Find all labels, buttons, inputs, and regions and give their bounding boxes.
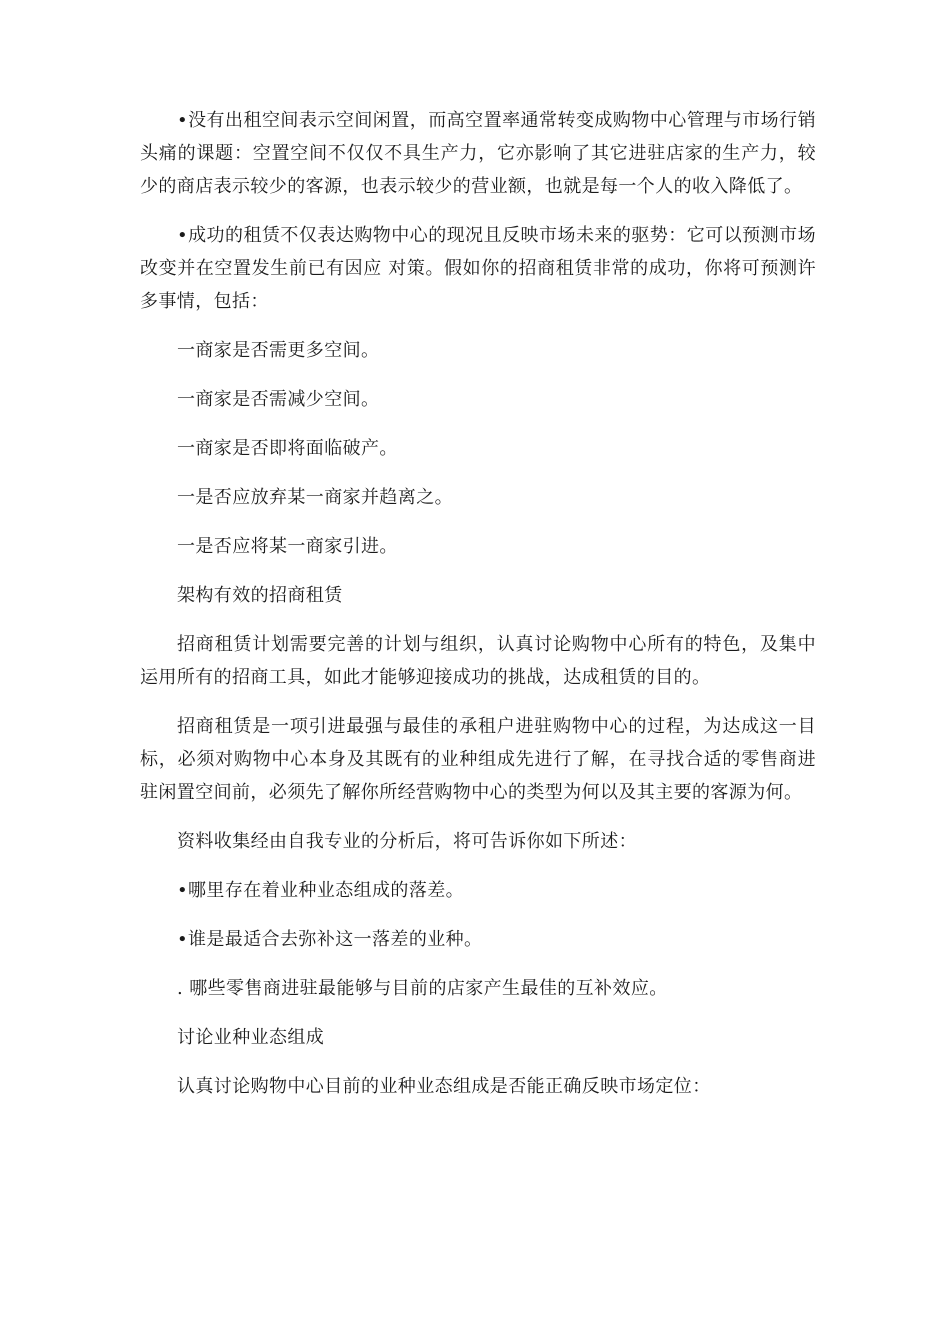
document-page [140, 104, 816, 1119]
paragraph-vacancy: •没有出租空间表示空间闲置，而高空置率通常转变成购物中心管理与市场行销头痛的课题：空置空间不仅仅不具生产力，它亦影响了其它进驻店家的生产力，较少的商店表示较少的客源，也表示较少的营业额，也就是每一个人的收入降低了。 [140, 110, 816, 197]
section-heading: 架构有效的招商租赁 [177, 585, 343, 606]
paragraph-analysis: 资料收集经由自我专业的分析后，将可告诉你如下所述： [177, 831, 637, 852]
list-item: 一商家是否需更多空间。 [177, 340, 380, 361]
paragraph-process: 招商租赁是一项引进最强与最佳的承租户进驻购物中心的过程，为达成这一目标，必须对购物中心本身及其既有的业种组成先进行了解，在寻找合适的零售商进驻闲置空间前，必须先了解你所经营购物中心的类型为何以及其主要的客源为何。 [140, 716, 816, 803]
paragraph-leasing-trend: •成功的租赁不仅表达购物中心的现况且反映市场未来的驱势：它可以预测市场改变并在空置发生前已有因应 对策。假如你的招商租赁非常的成功，你将可预测许多事情，包括： [140, 225, 816, 312]
list-item: 一商家是否即将面临破产。 [177, 438, 398, 459]
paragraph-discussion: 认真讨论购物中心目前的业种业态组成是否能正确反映市场定位： [177, 1076, 711, 1097]
list-item: •谁是最适合去弥补这一落差的业种。 [177, 929, 483, 950]
list-item: 一商家是否需减少空间。 [177, 389, 380, 410]
paragraph-planning: 招商租赁计划需要完善的计划与组织，认真讨论购物中心所有的特色，及集中运用所有的招商工具，如此才能够迎接成功的挑战，达成租赁的目的。 [140, 634, 816, 688]
list-item: 一是否应放弃某一商家并趋离之。 [177, 487, 453, 508]
list-item: 一是否应将某一商家引进。 [177, 536, 398, 557]
list-item: •哪里存在着业种业态组成的落差。 [177, 880, 465, 901]
list-item: . 哪些零售商进驻最能够与目前的店家产生最佳的互补效应。 [177, 978, 668, 999]
section-heading: 讨论业种业态组成 [177, 1027, 325, 1048]
